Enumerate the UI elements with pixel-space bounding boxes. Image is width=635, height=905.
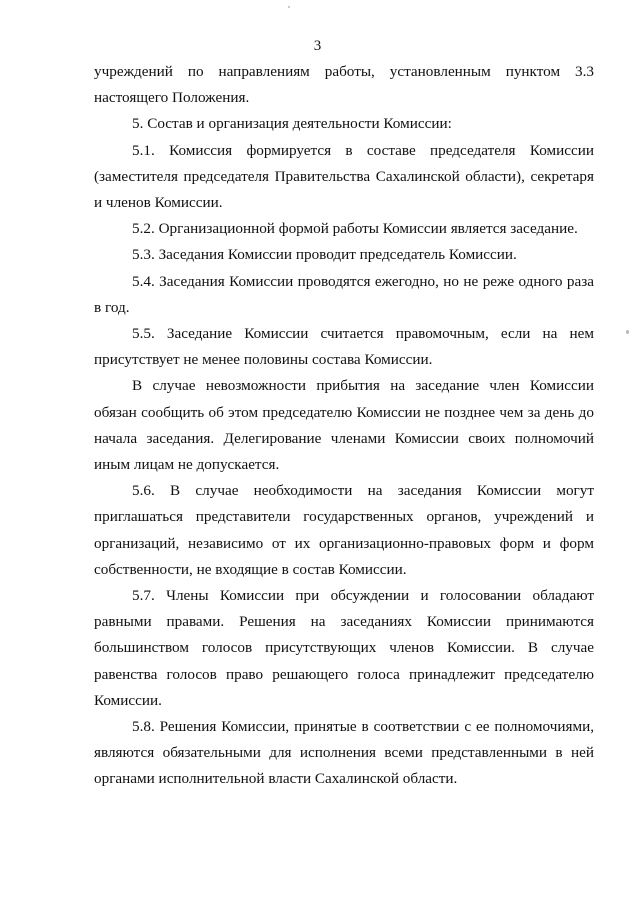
clause-5-7: 5.7. Члены Комиссии при обсуждении и голосовании обладают равными правами. Решения на заседаниях Комиссии принимаются большинством голосов присутствующих членов Комиссии. В случае равенства голосов право решающего голоса принадлежит председателю Комиссии. <box>94 587 594 709</box>
document-body <box>94 59 594 793</box>
clause-5-1: 5.1. Комиссия формируется в составе председателя Комиссии (заместителя председателя Правительства Сахалинской области), секретаря и членов Комиссии. <box>94 141 594 212</box>
scan-speck <box>626 330 629 334</box>
scan-speck <box>288 6 290 8</box>
section-5-heading: 5. Состав и организация деятельности Комиссии: <box>132 115 452 133</box>
clause-5-3: 5.3. Заседания Комиссии проводит председатель Комиссии. <box>132 246 517 264</box>
clause-5-8: 5.8. Решения Комиссии, принятые в соответствии с ее полномочиями, являются обязательными для исполнения всеми представленными в ней органами исполнительной власти Сахалинской области. <box>94 718 594 788</box>
clause-5-2: 5.2. Организационной формой работы Комиссии является заседание. <box>132 220 578 238</box>
clause-5-6: 5.6. В случае необходимости на заседания Комиссии могут приглашаться представители государственных органов, учреждений и организаций, независимо от их организационно-правовых форм и форм собственности, не входящие в состав Комиссии. <box>94 482 594 578</box>
clause-5-5-continuation: В случае невозможности прибытия на заседание член Комиссии обязан сообщить об этом председателю Комиссии не позднее чем за день до начала заседания. Делегирование членами Комиссии своих полномочий иным лицам не допускается. <box>94 377 594 474</box>
paragraph-continuation: учреждений по направлениям работы, установленным пунктом 3.3 настоящего Положения. <box>94 63 594 107</box>
clause-5-5: 5.5. Заседание Комиссии считается правомочным, если на нем присутствует не менее половины состава Комиссии. <box>94 325 594 369</box>
page-number: 3 <box>313 38 322 54</box>
clause-5-4: 5.4. Заседания Комиссии проводятся ежегодно, но не реже одного раза в год. <box>94 272 594 316</box>
